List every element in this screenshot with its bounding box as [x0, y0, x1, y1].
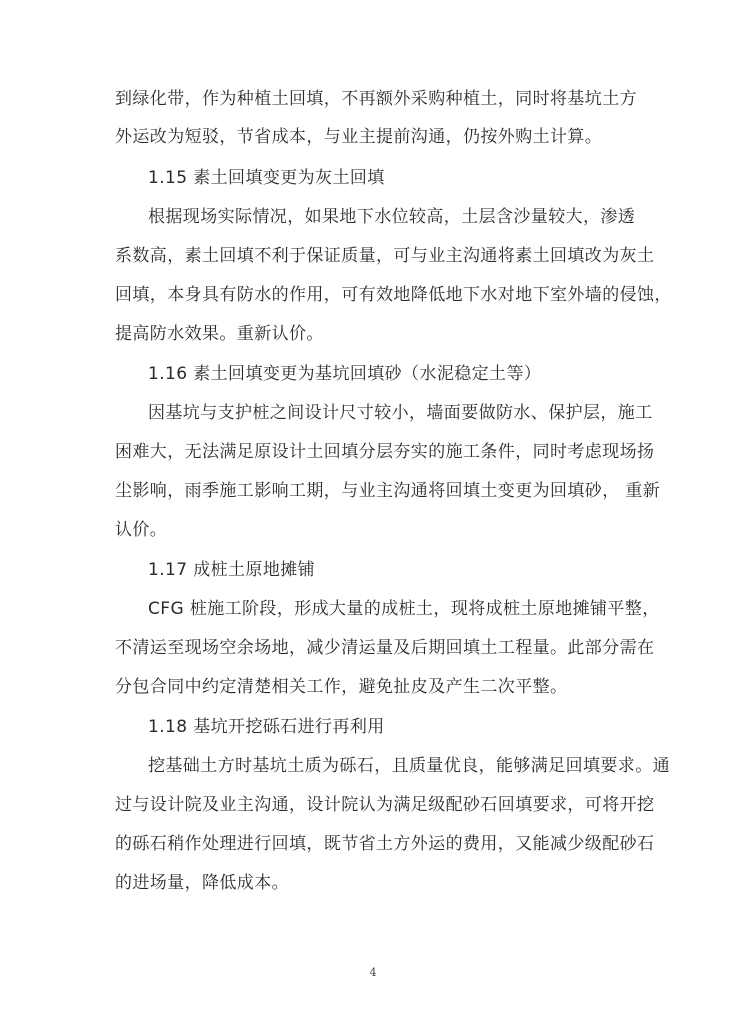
page-number: 4	[369, 966, 377, 979]
body-text-line: 外运改为短驳，节省成本，与业主提前沟通，仍按外购土计算。	[115, 127, 603, 147]
body-text-line: 认价。	[115, 520, 168, 540]
section-heading-1-15: 1.15 素土回填变更为灰土回填	[148, 168, 385, 188]
body-text-line: 尘影响，雨季施工影响工期，与业主沟通将回填土变更为回填砂， 重新	[115, 481, 661, 501]
body-text-line: 的砾石稍作处理进行回填，既节省土方外运的费用，又能减少级配砂石	[115, 834, 655, 854]
body-text-line: 困难大，无法满足原设计土回填分层夯实的施工条件，同时考虑现场扬	[115, 442, 655, 462]
body-text-line: 根据现场实际情况，如果地下水位较高，土层含沙量较大，渗透	[148, 207, 636, 227]
body-text-line: 回填，本身具有防水的作用，可有效地降低地下水对地下室外墙的侵蚀，	[115, 285, 672, 305]
body-text-line: 过与设计院及业主沟通，设计院认为满足级配砂石回填要求，可将开挖	[115, 795, 655, 815]
body-text-line: 分包合同中约定清楚相关工作，避免扯皮及产生二次平整。	[115, 677, 568, 697]
section-heading-1-18: 1.18 基坑开挖砾石进行再利用	[148, 717, 385, 737]
section-heading-1-17: 1.17 成桩土原地摊铺	[148, 560, 316, 580]
body-text-line: 不清运至现场空余场地，减少清运量及后期回填土工程量。此部分需在	[115, 638, 655, 658]
body-text-line: 提高防水效果。重新认价。	[115, 324, 324, 344]
body-text-line: 到绿化带，作为种植土回填，不再额外采购种植土，同时将基坑土方	[115, 89, 637, 109]
body-text-line: 系数高，素土回填不利于保证质量，可与业主沟通将素土回填改为灰土	[115, 246, 655, 266]
body-text-line: 因基坑与支护桩之间设计尺寸较小，墙面要做防水、保护层，施工	[148, 403, 653, 423]
body-text-line: CFG 桩施工阶段，形成大量的成桩土，现将成桩土原地摊铺平整，	[148, 599, 660, 619]
body-text-line: 的进场量，降低成本。	[115, 873, 289, 893]
body-text-line: 挖基础土方时基坑土质为砾石，且质量优良，能够满足回填要求。通	[148, 756, 670, 776]
section-heading-1-16: 1.16 素土回填变更为基坑回填砂（水泥稳定土等）	[148, 364, 542, 384]
